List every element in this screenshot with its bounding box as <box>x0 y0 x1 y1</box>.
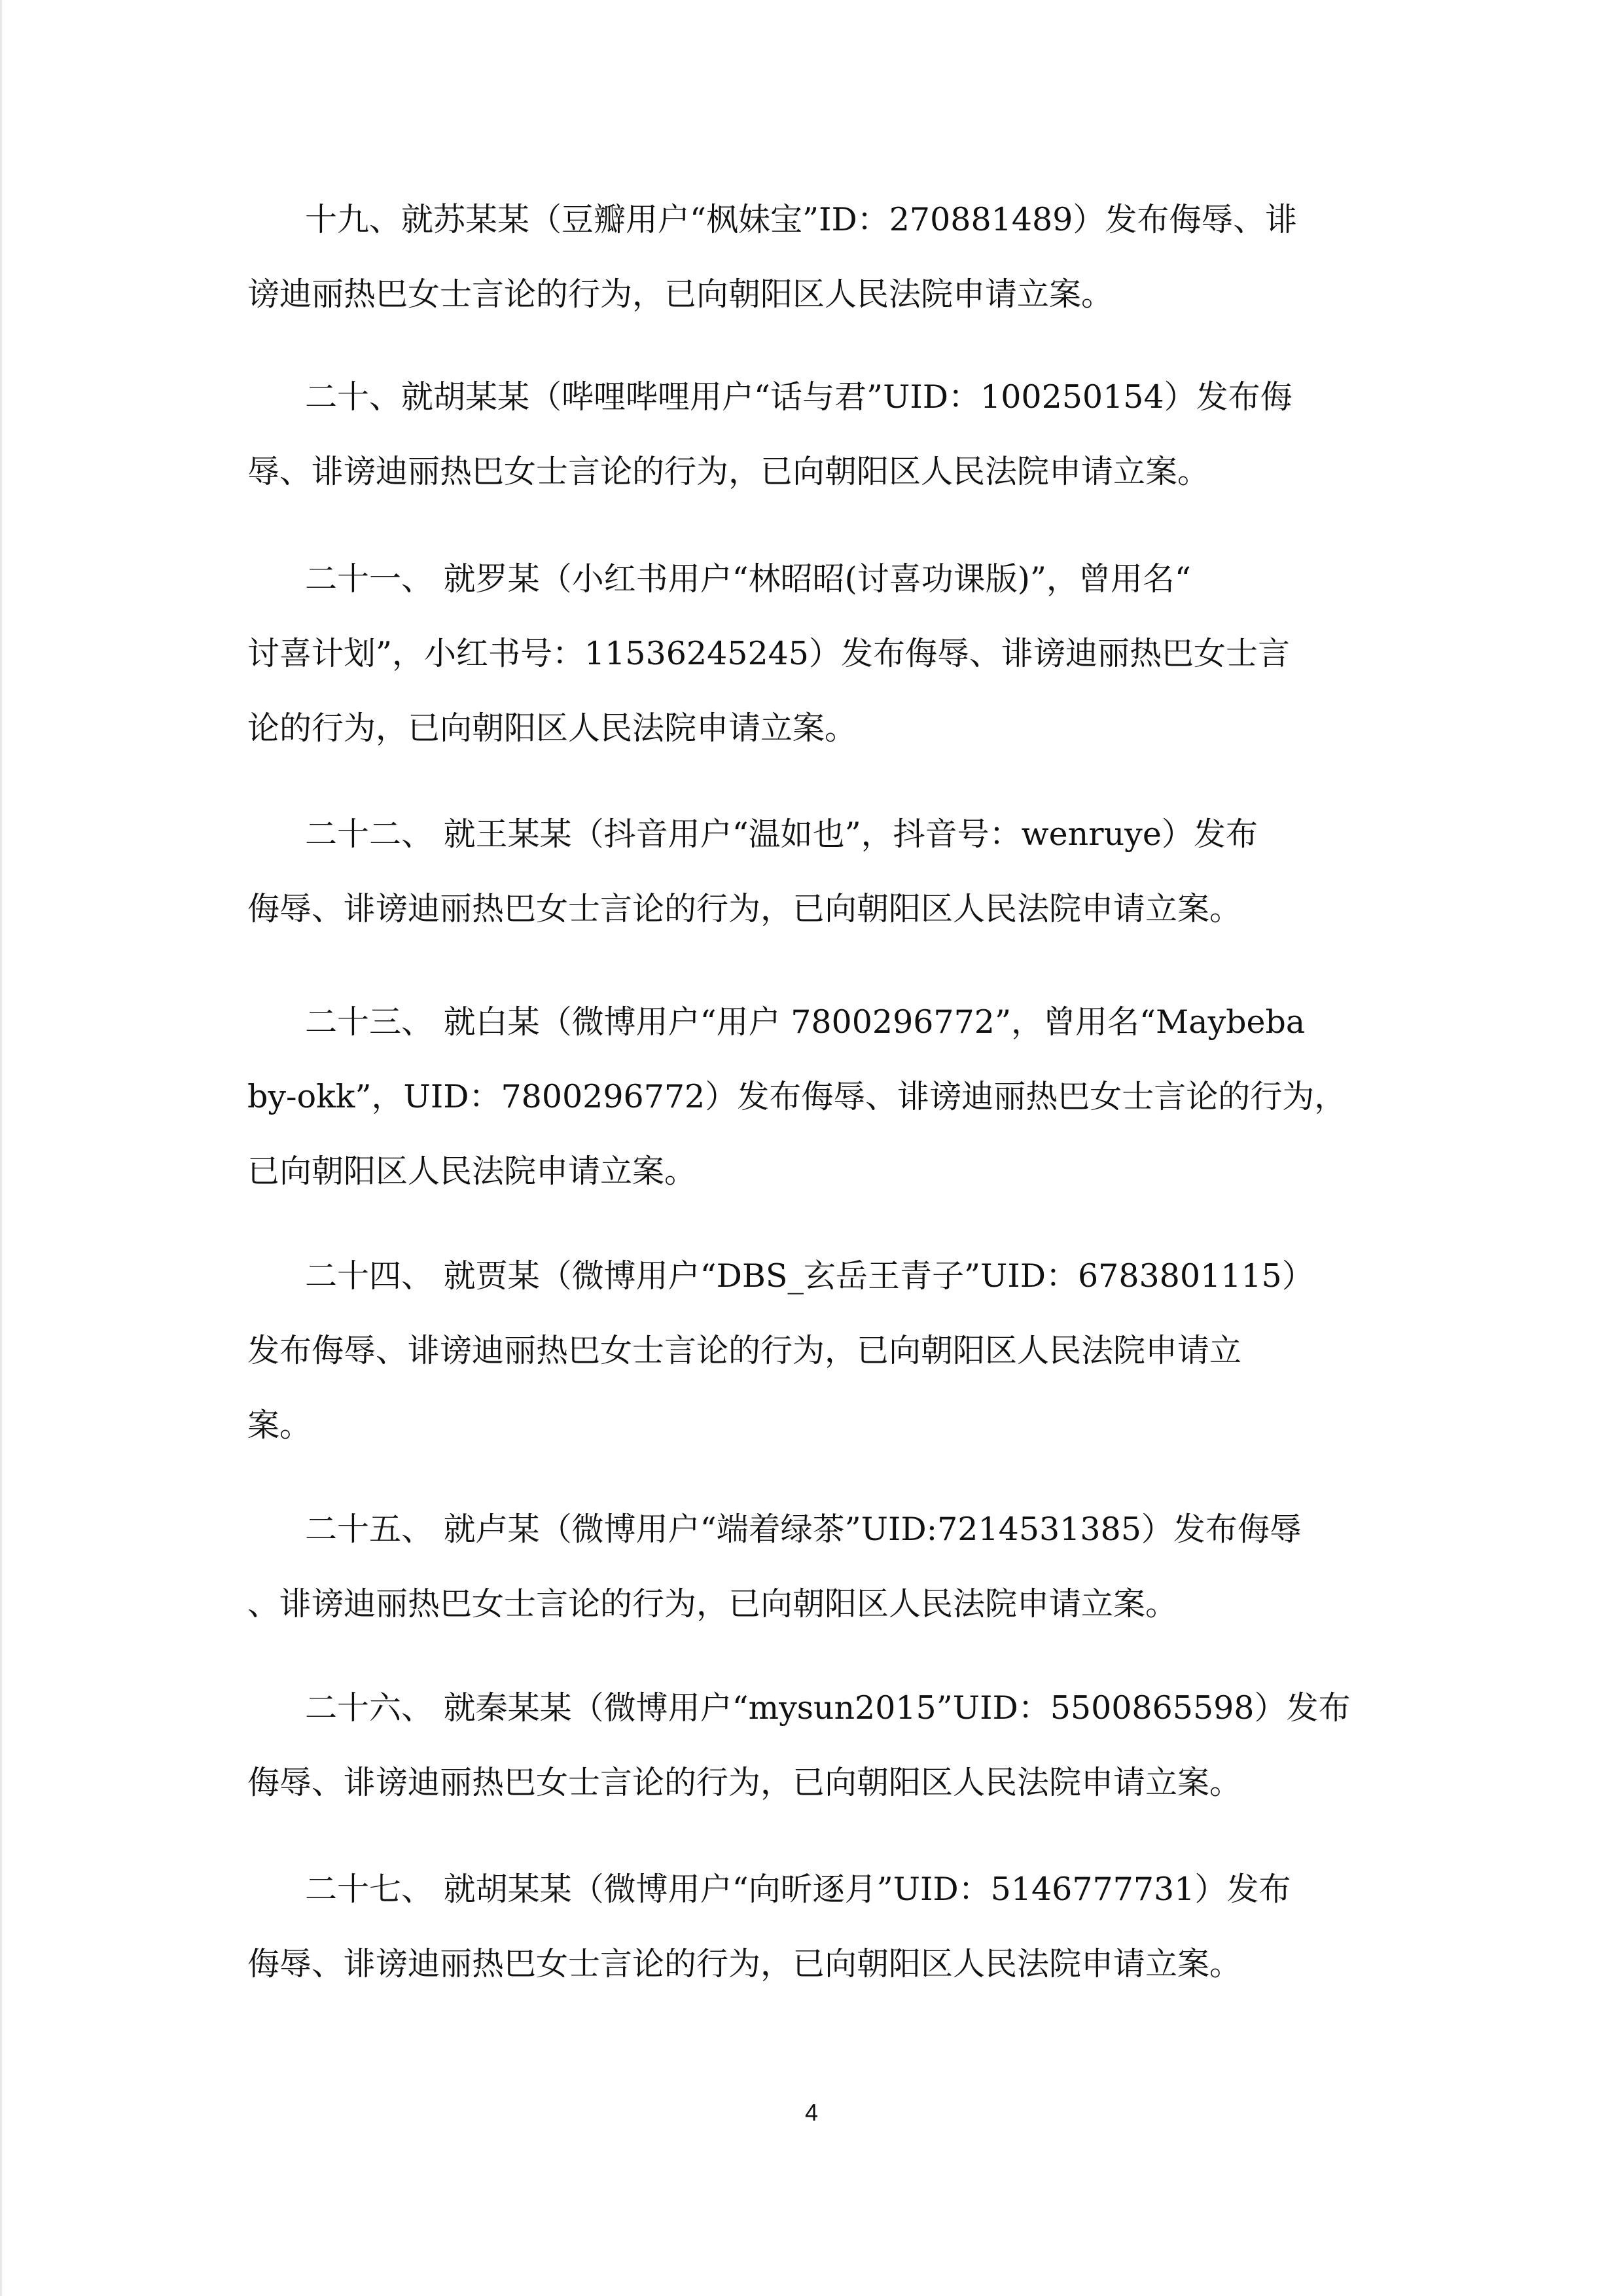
paragraph-line: 二十五、 就卢某（微博用户“端着绿茶”UID:7214531385）发布侮辱 <box>305 1511 1302 1548</box>
page-number: 4 <box>804 2099 819 2126</box>
paragraph-line: 已向朝阳区人民法院申请立案。 <box>247 1153 697 1190</box>
paragraph-line: by-okk”，UID：7800296772）发布侮辱、诽谤迪丽热巴女士言论的行为， <box>247 1078 1347 1115</box>
paragraph-27 <box>247 1852 1412 2001</box>
paragraph-line: 发布侮辱、诽谤迪丽热巴女士言论的行为，已向朝阳区人民法院申请立 <box>247 1332 1242 1369</box>
paragraph-line: 侮辱、诽谤迪丽热巴女士言论的行为，已向朝阳区人民法院申请立案。 <box>247 890 1242 927</box>
paragraph-line: 案。 <box>247 1407 312 1444</box>
paragraph-26 <box>247 1671 1412 1820</box>
paragraph-line: 十九、就苏某某（豆瓣用户“枫妹宝”ID：270881489）发布侮辱、诽 <box>305 201 1298 238</box>
paragraph-line: 二十三、 就白某（微博用户“用户 7800296772”，曾用名“Maybeba <box>305 1003 1306 1041</box>
paragraph-line: 二十二、 就王某某（抖音用户“温如也”，抖音号：wenruye）发布 <box>305 816 1258 853</box>
paragraph-line: 论的行为，已向朝阳区人民法院申请立案。 <box>247 709 857 747</box>
paragraph-22 <box>247 797 1412 946</box>
paragraph-line: 二十七、 就胡某某（微博用户“向昕逐月”UID：5146777731）发布 <box>305 1871 1291 1908</box>
paragraph-21 <box>247 542 1412 766</box>
paragraph-line: 侮辱、诽谤迪丽热巴女士言论的行为，已向朝阳区人民法院申请立案。 <box>247 1764 1242 1801</box>
paragraph-line: 谤迪丽热巴女士言论的行为，已向朝阳区人民法院申请立案。 <box>247 276 1114 313</box>
paragraph-24 <box>247 1239 1412 1463</box>
paragraph-19 <box>247 183 1412 332</box>
paragraph-line: 辱、诽谤迪丽热巴女士言论的行为，已向朝阳区人民法院申请立案。 <box>247 453 1210 490</box>
paragraph-20 <box>247 360 1412 509</box>
paragraph-line: 讨喜计划”，小红书号：11536245245）发布侮辱、诽谤迪丽热巴女士言 <box>247 635 1290 672</box>
paragraph-line: 二十一、 就罗某（小红书用户“林昭昭(讨喜功课版)”，曾用名“ <box>305 560 1191 598</box>
paragraph-line: 、诽谤迪丽热巴女士言论的行为，已向朝阳区人民法院申请立案。 <box>247 1585 1178 1623</box>
paragraph-line: 二十、就胡某某（哔哩哔哩用户“话与君”UID：100250154）发布侮 <box>305 378 1293 416</box>
paragraph-23 <box>247 985 1412 1209</box>
page-edge <box>0 0 2 2296</box>
paragraph-line: 二十六、 就秦某某（微博用户“mysun2015”UID：5500865598）发布 <box>305 1689 1351 1727</box>
paragraph-line: 二十四、 就贾某（微博用户“DBS_玄岳王青子”UID：6783801115） <box>305 1257 1314 1295</box>
paragraph-25 <box>247 1492 1412 1641</box>
paragraph-line: 侮辱、诽谤迪丽热巴女士言论的行为，已向朝阳区人民法院申请立案。 <box>247 1945 1242 1982</box>
